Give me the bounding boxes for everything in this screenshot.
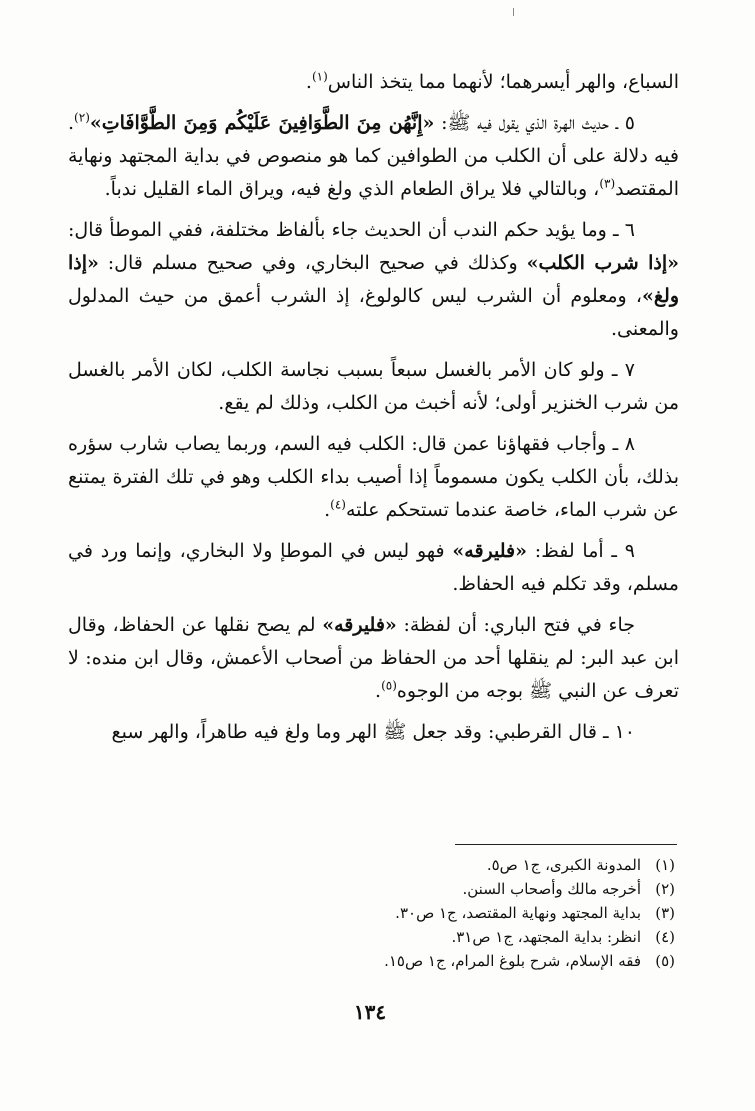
footnote	[200, 901, 675, 925]
paragraph-text: .	[375, 680, 382, 702]
paragraph-text: وكذلك في صحيح البخاري، وفي صحيح مسلم قال:	[98, 252, 527, 274]
footnote-ref: (١)	[311, 69, 328, 84]
quoted-text: «إذا شرب الكلب»	[526, 252, 679, 274]
footnote	[200, 877, 675, 901]
paragraph-text: ٧ ـ ولو كان الأمر بالغسل سبعاً بسبب نجاسة الكلب، لكان الأمر بالغسل من شرب الخنزير أولى؛ لأنه أخبث من الكلب، وذلك لم يقع.	[68, 359, 679, 414]
paragraph-text: .	[305, 71, 312, 93]
paragraph-text: ٨ ـ وأجاب فقهاؤنا عمن قال: الكلب فيه السم، وربما يصاب شارب سؤره بذلك، بأن الكلب يكون مسموماً إذا أصيب بداء الكلب وهو في تلك الفترة يمتنع عن شرب الماء، خاصة عندما تستحكم علته	[68, 433, 679, 521]
paragraph	[68, 609, 679, 708]
paragraph	[68, 107, 679, 206]
footnote-ref: (٥)	[381, 678, 397, 693]
footnote-text: أخرجه مالك وأصحاب السنن.	[462, 880, 641, 898]
paragraph-text: .	[324, 499, 331, 521]
footnote-number: (٢)	[655, 880, 675, 898]
quoted-text: «إِنَّهُن مِنَ الطَّوَافِينَ عَلَيْكُم وَمِنَ الطَّوَّافَاتِ»	[89, 112, 435, 134]
footnote	[200, 949, 675, 973]
body-text	[68, 66, 679, 749]
footnote-number: (١)	[655, 856, 675, 874]
footnote-ref: (٣)	[599, 176, 616, 191]
paragraph-text: ٩ ـ أما لفظ:	[527, 540, 635, 562]
footnote-number: (٤)	[655, 928, 675, 946]
paragraph-text: ٥ ـ حديث الهرة الذي يقول فيه ﷺ:	[434, 112, 635, 134]
footnote-text: بداية المجتهد ونهاية المقتصد، ج١ ص٣٠.	[395, 904, 641, 922]
paragraph-text: جاء في فتح الباري: أن لفظة:	[396, 614, 635, 636]
footnote	[200, 853, 675, 877]
paragraph-text: ٦ ـ وما يؤيد حكم الندب أن الحديث جاء بألفاظ مختلفة، ففي الموطأ قال:	[68, 219, 635, 241]
quoted-text: «إذا ولغ»	[68, 252, 679, 307]
footnotes	[200, 853, 675, 973]
footnote-number: (٣)	[655, 904, 675, 922]
paragraph-text: . فيه دلالة على أن الكلب من الطوافين كما هو منصوص في بداية المجتهد ونهاية المقتصد	[68, 112, 679, 200]
scan-mark	[513, 8, 514, 16]
paragraph	[68, 716, 679, 749]
paragraph-text: ، ومعلوم أن الشرب ليس كالولوغ، إذ الشرب أعمق من حيث المدلول والمعنى.	[68, 285, 679, 340]
paragraph-text: ، وبالتالي فلا يراق الطعام الذي ولغ فيه، ويراق الماء القليل ندباً.	[104, 178, 600, 200]
footnote-text: انظر: بداية المجتهد، ج١ ص٣١.	[451, 928, 641, 946]
footnote	[200, 925, 675, 949]
paragraph-text: السباع، والهر أيسرهما؛ لأنهما مما يتخذ الناس	[327, 71, 679, 93]
footnote-text: فقه الإسلام، شرح بلوغ المرام، ج١ ص١٥.	[384, 952, 641, 970]
footnote-ref: (٤)	[330, 497, 346, 512]
paragraph-text: فهو ليس في الموطإ ولا البخاري، وإنما ورد في مسلم، وقد تكلم فيه الحفاظ.	[68, 540, 679, 595]
footnote-ref: (٢)	[74, 110, 90, 125]
paragraph	[68, 354, 679, 420]
paragraph	[68, 214, 679, 346]
footnote-divider	[455, 844, 677, 845]
paragraph	[68, 66, 679, 99]
paragraph	[68, 535, 679, 601]
footnote-text: المدونة الكبرى، ج١ ص٥.	[486, 856, 641, 874]
paragraph-text: لم يصح نقلها عن الحفاظ، وقال ابن عبد البر: لم ينقلها أحد من الحفاظ من أصحاب الأعمش، وقال ابن منده: لا تعرف عن النبي ﷺ بوجه من الوجوه	[68, 614, 679, 702]
paragraph	[68, 428, 679, 527]
quoted-text: «فليرقه»	[322, 614, 397, 636]
footnote-number: (٥)	[655, 952, 675, 970]
page-number: ١٣٤	[353, 1000, 387, 1024]
paragraph-text: ١٠ ـ قال القرطبي: وقد جعل ﷺ الهر وما ولغ فيه طاهراً، والهر سبع	[111, 721, 635, 743]
quoted-text: «فليرقه»	[452, 540, 528, 562]
